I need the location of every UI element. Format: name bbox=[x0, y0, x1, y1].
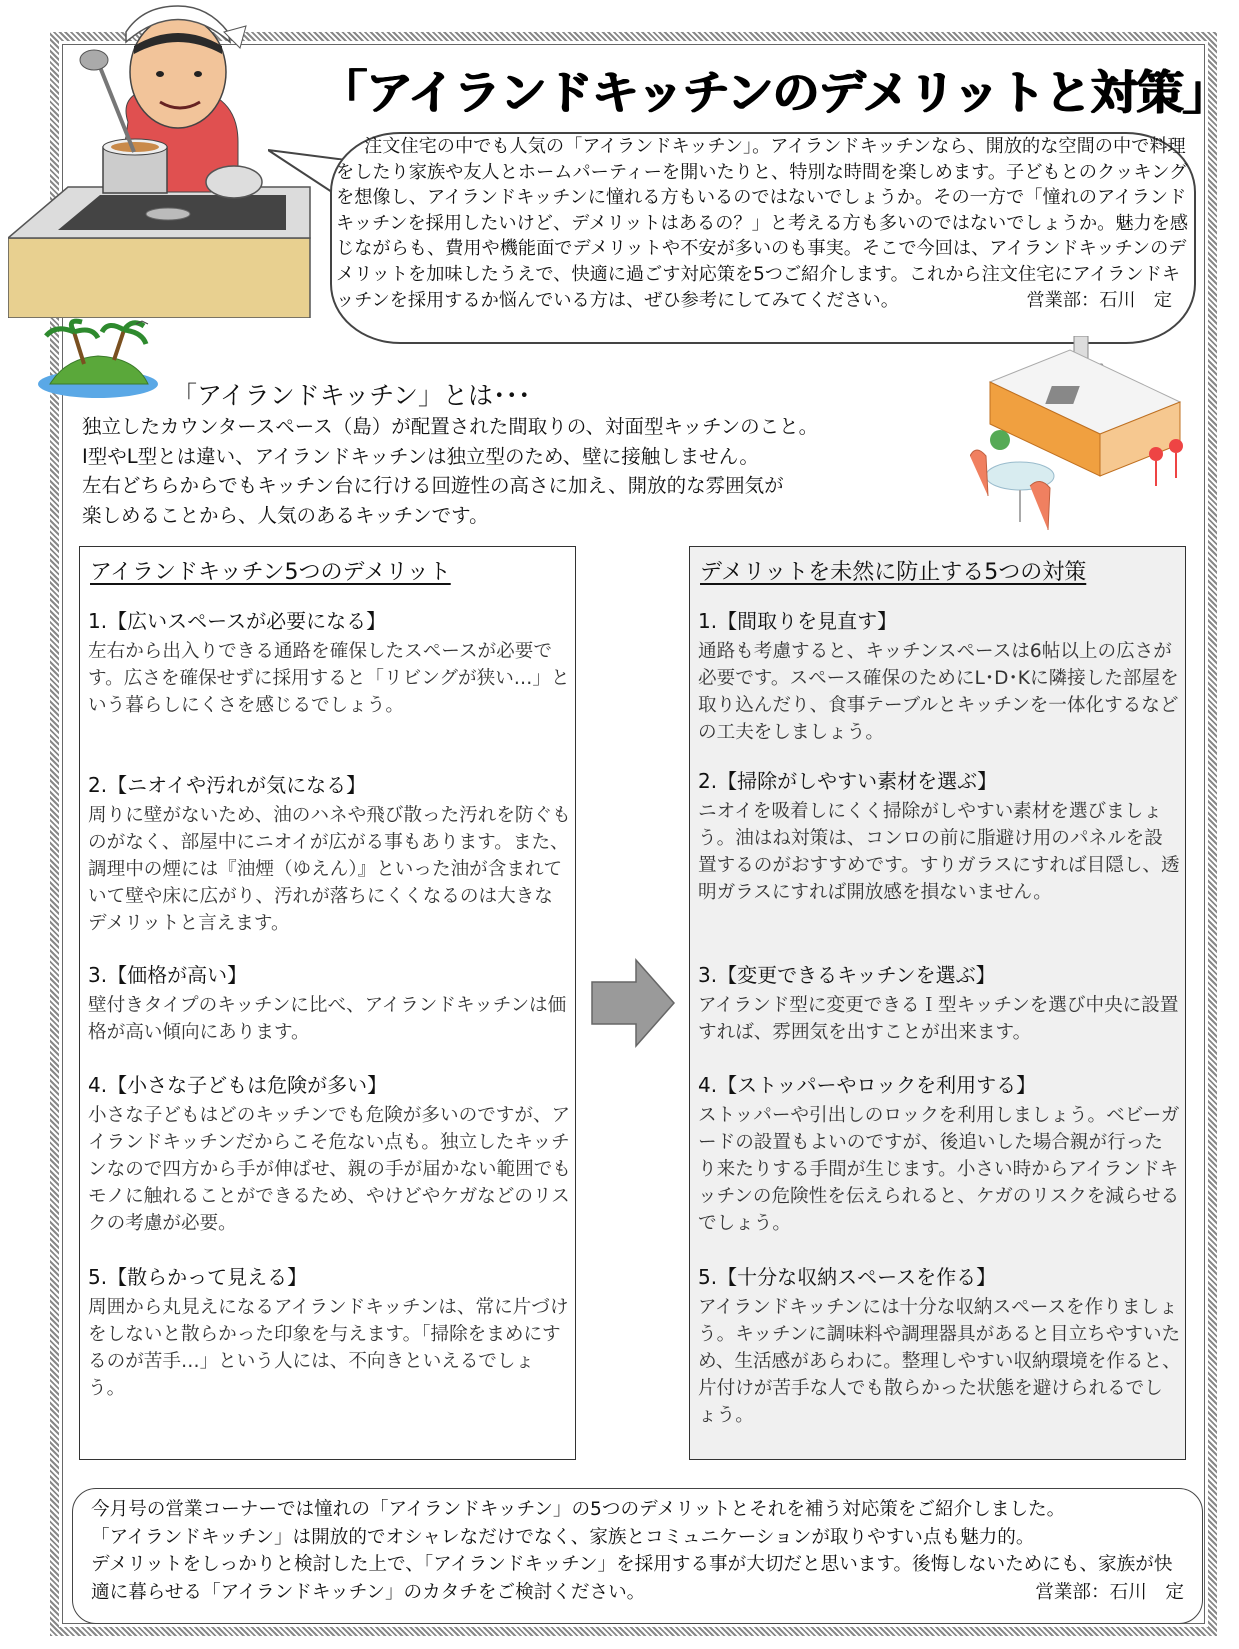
demerit-heading: 5.【散らかって見える】 bbox=[88, 1265, 308, 1289]
demerit-body: 左右から出入りできる通路を確保したスペースが必要です。広さを確保せずに採用すると「リビングが狭い…」という暮らしにくさを感じるでしょう。 bbox=[88, 641, 570, 716]
demerit-item bbox=[88, 605, 571, 719]
demerit-heading: 1.【広いスペースが必要になる】 bbox=[88, 609, 387, 633]
intro-text bbox=[336, 134, 1190, 313]
demerit-item bbox=[88, 769, 571, 937]
summary-signature: 営業部：石川 定 bbox=[1035, 1581, 1184, 1603]
measure-heading: 5.【十分な収納スペースを作る】 bbox=[698, 1265, 997, 1289]
about-line: 楽しめることから、人気のあるキッチンです。 bbox=[82, 503, 489, 527]
demerit-heading: 3.【価格が高い】 bbox=[88, 963, 248, 987]
right-arrow-icon bbox=[590, 958, 676, 1048]
demerit-body: 壁付きタイプのキッチンに比べ、アイランドキッチンは価格が高い傾向にあります。 bbox=[88, 995, 567, 1043]
summary-box bbox=[72, 1488, 1203, 1624]
kitchen-illustration bbox=[970, 336, 1198, 546]
measure-body: ストッパーや引出しのロックを利用しましょう。ベビーガードの設置もよいのですが、後追いした場合親が行ったり来たりする手間が生じます。小さい時からアイランドキッチンの危険性を伝えられると、ケガのリスクを減らせるでしょう。 bbox=[698, 1105, 1180, 1234]
measure-body: ニオイを吸着しにくく掃除がしやすい素材を選びましょう。油はね対策は、コンロの前に脂避け用のパネルを設置するのがおすすめです。すりガラスにすれば目隠し、透明ガラスにすれば開放感を損ないません。 bbox=[698, 801, 1180, 903]
demerits-box bbox=[79, 546, 576, 1460]
about-heading: 「アイランドキッチン」とは･･･ bbox=[172, 381, 531, 410]
demerit-heading: 4.【小さな子どもは危険が多い】 bbox=[88, 1073, 388, 1097]
intro-signature: 営業部：石川 定 bbox=[1026, 289, 1172, 311]
measure-heading: 3.【変更できるキッチンを選ぶ】 bbox=[698, 963, 996, 987]
measure-heading: 2.【掃除がしやすい素材を選ぶ】 bbox=[698, 769, 998, 793]
summary-line bbox=[91, 1551, 1188, 1606]
measure-heading: 4.【ストッパーやロックを利用する】 bbox=[698, 1073, 1037, 1097]
about-line: 左右どちらからでもキッチン台に行ける回遊性の高さに加え、開放的な雰囲気が bbox=[82, 474, 784, 497]
measure-item bbox=[698, 1261, 1181, 1429]
island-icon bbox=[36, 318, 172, 404]
about-line: 独立したカウンタースペース（島）が配置された間取りの、対面型キッチンのこと。 bbox=[82, 415, 819, 438]
measure-heading: 1.【間取りを見直す】 bbox=[698, 609, 898, 633]
measure-item bbox=[698, 765, 1181, 906]
demerit-item bbox=[88, 959, 571, 1046]
summary-line-text: デメリットをしっかりと検討した上で、「アイランドキッチン」を採用する事が大切だと思います。後悔しないためにも、家族が快適に暮らせる「アイランドキッチン」のカタチをご検討ください。 bbox=[91, 1554, 1173, 1603]
summary-line: 今月号の営業コーナーでは憧れの「アイランドキッチン」の5つのデメリットとそれを補う対応策をご紹介しました。 bbox=[91, 1499, 1066, 1520]
about-line: I型やL型とは違い、アイランドキッチンは独立型のため、壁に接触しません。 bbox=[82, 444, 759, 468]
demerit-body: 周囲から丸見えになるアイランドキッチンは、常に片づけをしないと散らかった印象を与えます。「掃除をまめにするのが苦手…」という人には、不向きといえるでしょう。 bbox=[88, 1297, 569, 1399]
about-text bbox=[82, 412, 962, 530]
measure-item bbox=[698, 605, 1181, 746]
measure-item bbox=[698, 1069, 1181, 1237]
measure-body: アイランド型に変更できるＩ型キッチンを選び中央に設置すれば、雰囲気を出すことが出来ます。 bbox=[698, 995, 1179, 1043]
demerit-item bbox=[88, 1069, 571, 1237]
page-title: 「アイランドキッチンのデメリットと対策」 bbox=[320, 66, 1229, 121]
demerits-title: アイランドキッチン5つのデメリット bbox=[90, 560, 451, 585]
demerit-item bbox=[88, 1261, 571, 1402]
measures-box bbox=[689, 546, 1186, 1460]
summary-line: 「アイランドキッチン」は開放的でオシャレなだけでなく、家族とコミュニケーションが取りやすい点も魅力的。 bbox=[91, 1526, 1035, 1548]
measures-title: デメリットを未然に防止する5つの対策 bbox=[700, 560, 1087, 585]
demerit-heading: 2.【ニオイや汚れが気になる】 bbox=[88, 773, 367, 797]
demerit-body: 周りに壁がないため、油のハネや飛び散った汚れを防ぐものがなく、部屋中にニオイが広がる事もあります。また、調理中の煙には『油煙（ゆえん）』といった油が含まれていて壁や床に広がり、汚れが落ちにくくなるのは大きなデメリットと言えます。 bbox=[88, 805, 571, 934]
measure-body: アイランドキッチンには十分な収納スペースを作りましょう。キッチンに調味料や調理器具があると目立ちやすいため、生活感があらわに。整理しやすい収納環境を作ると、片付けが苦手な人でも散らかった状態を避けられるでしょう。 bbox=[698, 1297, 1181, 1426]
demerit-body: 小さな子どもはどのキッチンでも危険が多いのですが、アイランドキッチンだからこそ危ない点も。独立したキッチンなので四方から手が伸ばせ、親の手が届かない範囲でもモノに触れることができるため、やけどやケガなどのリスクの考慮が必要。 bbox=[88, 1105, 571, 1234]
measure-body: 通路も考慮すると、キッチンスペースは6帖以上の広さが必要です。スペース確保のためにL･D･Kに隣接した部屋を取り込んだり、食事テーブルとキッチンを一体化するなどの工夫をしましょう。 bbox=[698, 641, 1179, 743]
measure-item bbox=[698, 959, 1181, 1046]
intro-body: 注文住宅の中でも人気の「アイランドキッチン」。アイランドキッチンなら、開放的な空間の中で料理をしたり家族や友人とホームパーティーを開いたりと、特別な時間を楽しめます。子どもとのクッキングを想像し、アイランドキッチンに憧れる方もいるのではないでしょうか。その一方で「憧れのアイランドキッチンを採用したいけど、デメリットはあるの？」と考える方も多いのではないでしょうか。魅力を感じながらも、費用や機能面でデメリットや不安が多いのも事実。そこで今回は、アイランドキッチンのデメリットを加味したうえで、快適に過ごす対応策を5つご紹介します。これから注文住宅にアイランドキッチンを採用するか悩んでいる方は、ぜひ参考にしてみてください。 bbox=[336, 136, 1189, 311]
